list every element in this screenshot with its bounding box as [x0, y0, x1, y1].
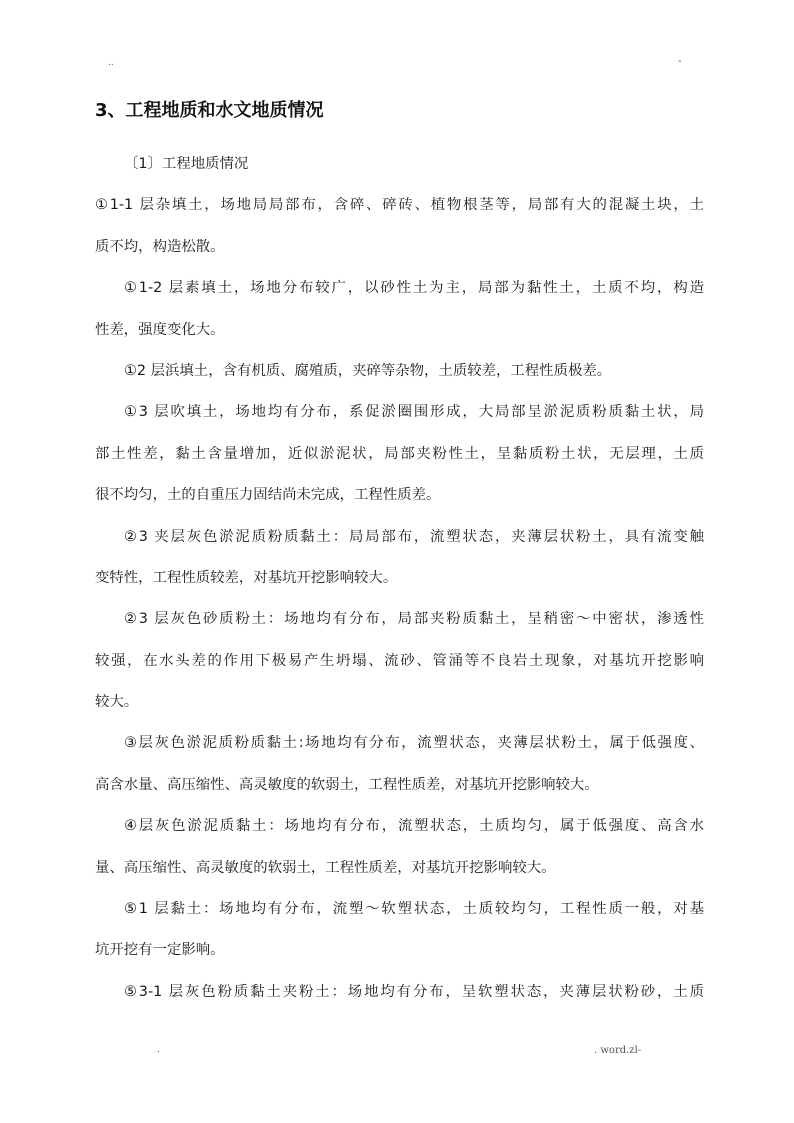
text-line: ③层灰色淤泥质粉质黏土:场地均有分布，流塑状态，夹薄层状粉土，属于低强度、 [124, 735, 704, 752]
text-line: ⑤1 层黏土：场地均有分布，流塑～软塑状态，土质较均匀，工程性质一般，对基 [124, 901, 704, 918]
text-line: 性差，强度变化大。 [95, 321, 225, 338]
section-heading: 3、工程地质和水文地质情况 [95, 100, 324, 121]
text-line: 很不均匀，土的自重压力固结尚未完成，工程性质差。 [95, 487, 441, 504]
text-line: 部土性差，黏土含量增加，近似淤泥状，局部夹粉性土，呈黏质粉土状，无层理，土质 [95, 445, 704, 462]
header-left-mark: .. [108, 58, 114, 68]
text-line: 较大。 [95, 694, 139, 711]
text-line: ①2 层浜填土，含有机质、腐殖质，夹碎等杂物，土质较差，工程性质极差。 [124, 362, 612, 379]
text-line: 变特性，工程性质较差，对基坑开挖影响较大。 [95, 569, 398, 586]
body-text [95, 144, 704, 1013]
header-right-mark: - [678, 56, 682, 67]
text-line: ①1-2 层素填土，场地分布较广，以砂性土为主，局部为黏性土，土质不均，构造 [124, 280, 704, 297]
text-line: 量、高压缩性、高灵敏度的软弱土，工程性质差，对基坑开挖影响较大。 [95, 859, 556, 876]
footer-right-mark: . word.zl- [594, 1045, 642, 1056]
text-line: ②3 夹层灰色淤泥质粉质黏土：局局部布，流塑状态，夹薄层状粉土，具有流变触 [124, 528, 704, 545]
text-line: ⑤3-1 层灰色粉质黏土夹粉土：场地均有分布，呈软塑状态，夹薄层状粉砂，土质 [124, 983, 704, 1000]
text-line: 坑开挖有一定影响。 [95, 942, 225, 959]
text-line: 高含水量、高压缩性、高灵敏度的软弱土，工程性质差，对基坑开挖影响较大。 [95, 776, 599, 793]
footer-left-mark: . [157, 1045, 160, 1055]
text-line: ④层灰色淤泥质黏土：场地均有分布，流塑状态，土质均匀，属于低强度、高含水 [124, 818, 704, 835]
text-line: 质不均，构造松散。 [95, 238, 225, 255]
text-line: ①3 层吹填土，场地均有分布，系促淤圈围形成，大局部呈淤泥质粉质黏土状，局 [124, 404, 704, 421]
text-line: 较强，在水头差的作用下极易产生坍塌、流砂、管涌等不良岩土现象，对基坑开挖影响 [95, 652, 704, 669]
text-line: 〔1〕工程地质情况 [124, 156, 249, 172]
text-line: ②3 层灰色砂质粉土：场地均有分布，局部夹粉质黏土，呈稍密～中密状，渗透性 [124, 611, 704, 628]
text-line: ①1-1 层杂填土，场地局局部布，含碎、碎砖、植物根茎等，局部有大的混凝土块，土 [95, 197, 704, 214]
